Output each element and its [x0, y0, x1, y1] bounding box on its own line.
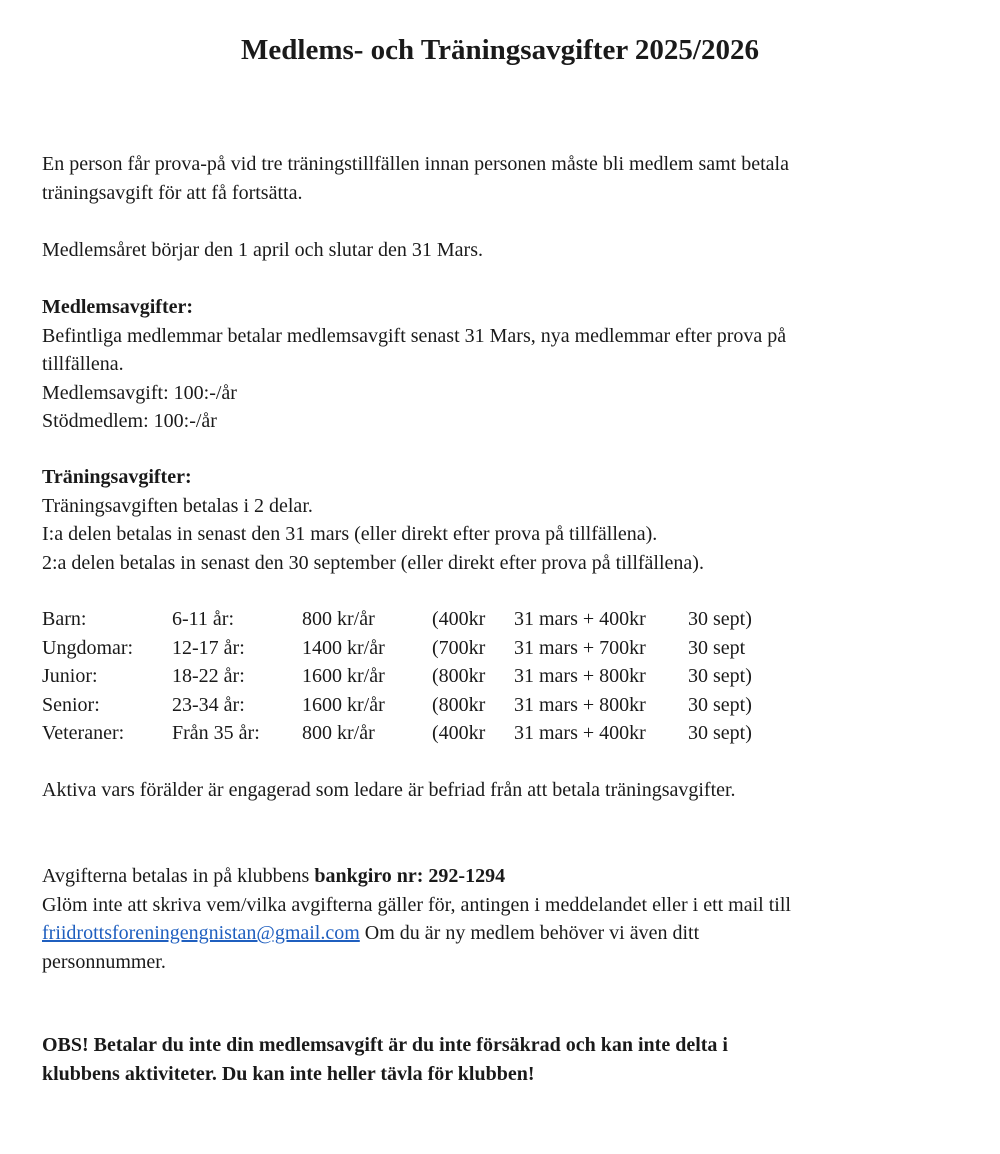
- exemption-text: [42, 776, 962, 805]
- email-link[interactable]: friidrottsforeningengnistan@gmail.com: [42, 922, 360, 945]
- fee-category: Veteraner:: [42, 722, 125, 745]
- warning-line: klubbens aktiviteter. Du kan inte heller tävla för klubben!: [42, 1062, 535, 1085]
- member-year-line: Medlemsåret börjar den 1 april och slutar den 31 Mars.: [42, 239, 483, 261]
- fee-date1: 31 mars + 400kr: [514, 722, 646, 745]
- fee-date1: 31 mars + 800kr: [514, 665, 646, 688]
- support-member-fee: Stödmedlem: 100:-/år: [42, 410, 217, 433]
- training-line: Träningsavgiften betalas i 2 delar.: [42, 494, 313, 517]
- member-year-text: [42, 236, 962, 265]
- warning-section: [42, 1031, 962, 1088]
- payment-prefix: Avgifterna betalas in på klubbens: [42, 865, 315, 887]
- fee-date2: 30 sept: [688, 636, 746, 659]
- fee-date2: 30 sept): [688, 608, 752, 630]
- fee-category: Junior:: [42, 665, 98, 688]
- fee-date2: 30 sept): [688, 722, 752, 745]
- fee-part1: (400kr: [432, 608, 486, 630]
- page-title: Medlems- och Träningsavgifter 2025/2026: [241, 34, 759, 66]
- payment-section: [42, 862, 962, 976]
- fee-age: 23-34 år:: [172, 693, 245, 716]
- fee-category: Senior:: [42, 693, 100, 716]
- fee-category: Ungdomar:: [42, 636, 134, 659]
- payment-line: personnummer.: [42, 950, 166, 973]
- fee-date2: 30 sept): [688, 693, 752, 716]
- membership-section: [42, 293, 962, 436]
- intro-line: träningsavgift för att få fortsätta.: [42, 181, 303, 204]
- fee-price: 800 kr/år: [302, 722, 375, 745]
- fee-part1: (800kr: [432, 693, 486, 716]
- fee-part1: (700kr: [432, 636, 486, 659]
- training-section: [42, 463, 962, 577]
- membership-line: tillfällena.: [42, 353, 124, 376]
- fee-part1: (400kr: [432, 722, 486, 745]
- payment-line: Glöm inte att skriva vem/vilka avgifterna gäller för, antingen i meddelandet eller i ett mail till: [42, 893, 791, 916]
- fee-price: 1600 kr/år: [302, 665, 385, 688]
- intro-paragraph: [42, 150, 962, 207]
- fee-age: 18-22 år:: [172, 665, 245, 688]
- fee-category: Barn:: [42, 608, 87, 630]
- training-heading: Träningsavgifter:: [42, 466, 192, 488]
- training-line: 2:a delen betalas in senast den 30 september (eller direkt efter prova på tillfällena).: [42, 551, 704, 574]
- fee-date1: 31 mars + 800kr: [514, 693, 646, 716]
- membership-line: Befintliga medlemmar betalar medlemsavgift senast 31 Mars, nya medlemmar efter prova på: [42, 324, 787, 347]
- fee-date2: 30 sept): [688, 665, 752, 688]
- payment-line: [42, 919, 962, 948]
- fee-price: 1600 kr/år: [302, 693, 385, 716]
- membership-heading: Medlemsavgifter:: [42, 296, 194, 318]
- fee-age: Från 35 år:: [172, 722, 260, 745]
- warning-line: OBS! Betalar du inte din medlemsavgift är du inte försäkrad och kan inte delta i: [42, 1034, 728, 1056]
- fee-price: 1400 kr/år: [302, 636, 385, 659]
- fee-date1: 31 mars + 700kr: [514, 636, 646, 659]
- intro-line: En person får prova-på vid tre träningstillfällen innan personen måste bli medlem samt betala: [42, 153, 789, 175]
- fee-date1: 31 mars + 400kr: [514, 608, 646, 630]
- fee-price: 800 kr/år: [302, 608, 375, 630]
- exemption-line: Aktiva vars förälder är engagerad som ledare är befriad från att betala träningsavgifter.: [42, 779, 736, 801]
- fee-part1: (800kr: [432, 665, 486, 688]
- bankgiro-number: bankgiro nr: 292-1294: [314, 865, 506, 887]
- training-line: I:a delen betalas in senast den 31 mars (eller direkt efter prova på tillfällena).: [42, 523, 658, 546]
- fee-age: 6-11 år:: [172, 608, 235, 630]
- payment-after-email: Om du är ny medlem behöver vi även ditt: [359, 922, 700, 945]
- fee-age: 12-17 år:: [172, 636, 245, 659]
- membership-fee: Medlemsavgift: 100:-/år: [42, 381, 237, 404]
- payment-line: [42, 862, 962, 891]
